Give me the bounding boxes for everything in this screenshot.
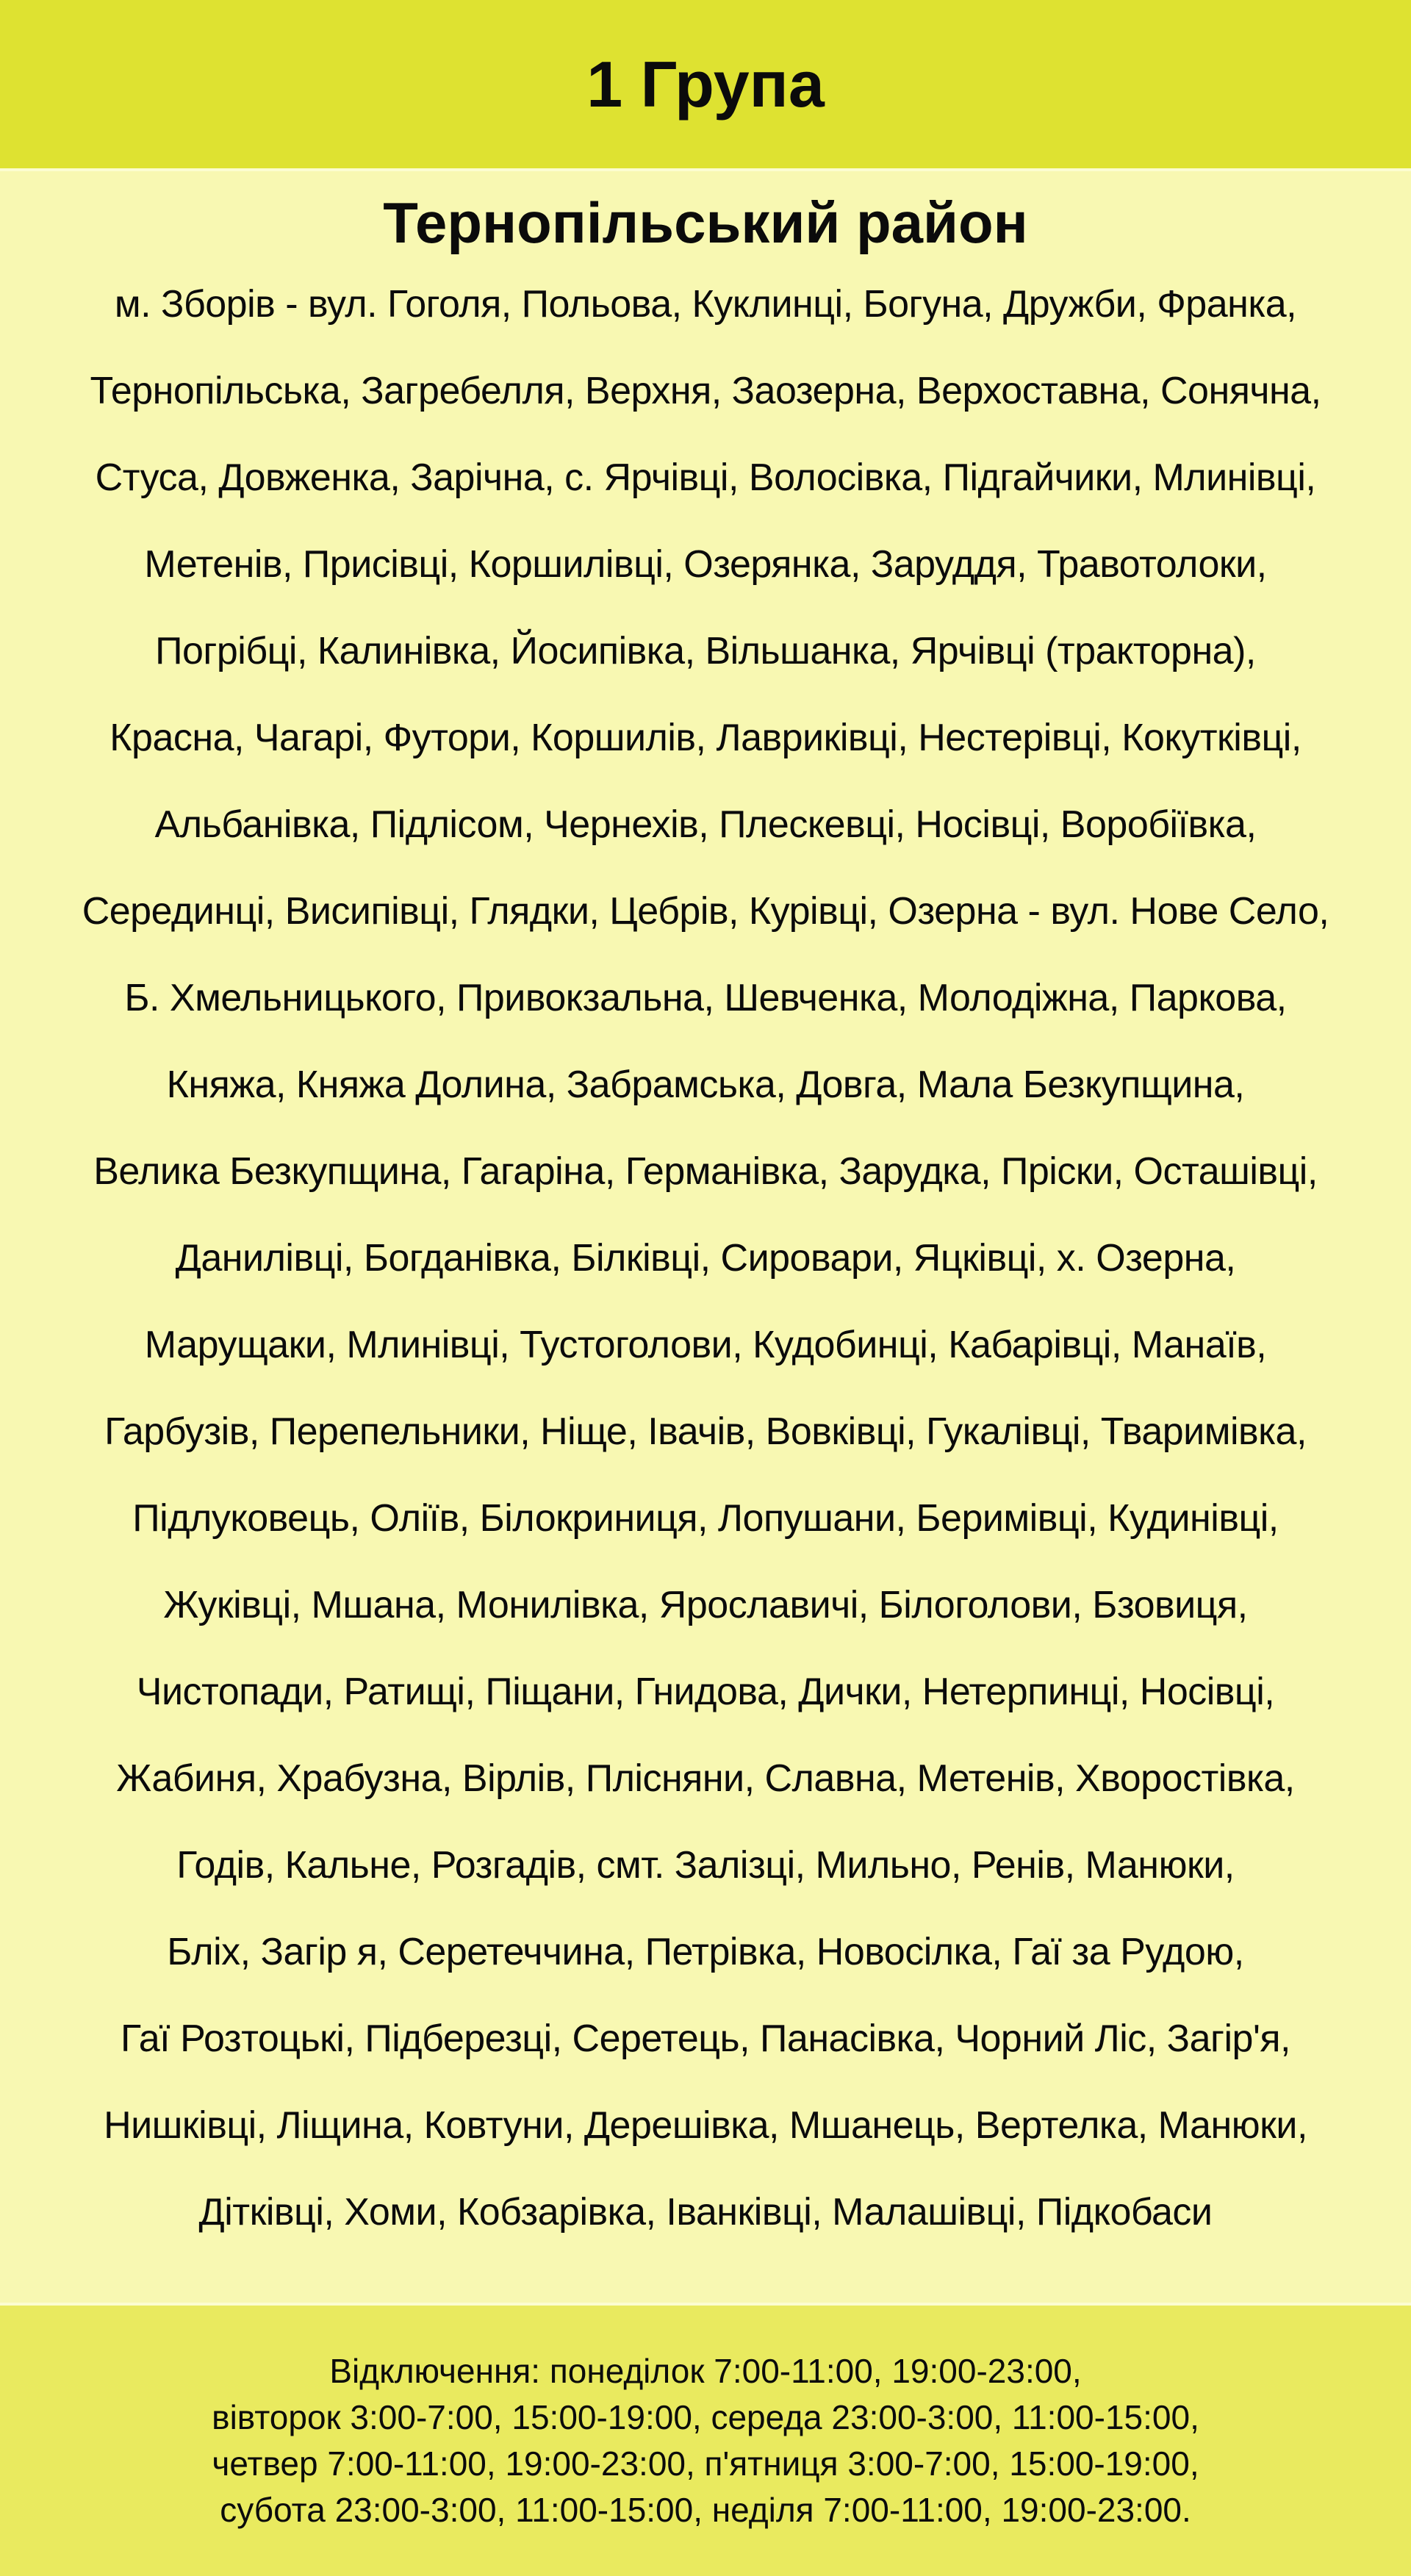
street-list xyxy=(0,261,1411,2256)
street-list-line: Чистопади, Ратищі, Піщани, Гнидова, Дички, Нетерпинці, Носівці, xyxy=(136,1671,1275,1713)
outage-schedule-band xyxy=(0,2303,1411,2576)
street-list-line: Княжа, Княжа Долина, Забрамська, Довга, Мала Безкупщина, xyxy=(166,1063,1245,1106)
street-list-line: Жуківці, Мшана, Монилівка, Ярославичі, Білоголови, Бзовиця, xyxy=(163,1584,1248,1626)
street-list-line: Красна, Чагарі, Футори, Коршилів, Лавриківці, Нестерівці, Кокутківці, xyxy=(109,717,1302,759)
street-list-line: Гаї Розтоцькі, Підберезці, Серетець, Панасівка, Чорний Ліс, Загір'я, xyxy=(121,2017,1290,2060)
street-list-line: Данилівці, Богданівка, Білківці, Сировари, Яцківці, х. Озерна, xyxy=(175,1237,1236,1280)
schedule-line: четвер 7:00-11:00, 19:00-23:00, п'ятниця 3:00-7:00, 15:00-19:00, xyxy=(212,2444,1199,2483)
street-list-line: Стуса, Довженка, Зарічна, с. Ярчівці, Волосівка, Підгайчики, Млинівці, xyxy=(95,456,1316,499)
street-list-line: Годів, Кальне, Розгадів, смт. Залізці, Мильно, Ренів, Манюки, xyxy=(176,1844,1235,1887)
district-title: Тернопільський район xyxy=(383,190,1028,255)
street-list-line: Погрібці, Калинівка, Йосипівка, Вільшанка, Ярчівці (тракторна), xyxy=(155,630,1256,672)
street-list-line: Альбанівка, Підлісом, Чернехів, Плескевці, Носівці, Воробіївка, xyxy=(154,803,1257,846)
schedule-line: субота 23:00-3:00, 11:00-15:00, неділя 7:00-11:00, 19:00-23:00. xyxy=(220,2491,1191,2529)
street-list-line: Б. Хмельницького, Привокзальна, Шевченка, Молодіжна, Паркова, xyxy=(124,977,1287,1019)
street-list-line: Нишківці, Ліщина, Ковтуни, Дерешівка, Мшанець, Вертелка, Манюки, xyxy=(104,2104,1307,2147)
street-list-line: м. Зборів - вул. Гоголя, Польова, Куклинці, Богуна, Дружби, Франка, xyxy=(114,283,1297,326)
street-list-line: Підлуковець, Оліїв, Білокриниця, Лопушани, Беримівці, Кудинівці, xyxy=(132,1497,1279,1540)
street-list-line: Жабиня, Храбузна, Вірлів, Плісняни, Славна, Метенів, Хворостівка, xyxy=(116,1757,1295,1800)
group-header-band xyxy=(0,0,1411,171)
street-list-line: Дітківці, Хоми, Кобзарівка, Іванківці, Малашівці, Підкобаси xyxy=(198,2191,1213,2234)
schedule-line: вівторок 3:00-7:00, 15:00-19:00, середа 23:00-3:00, 11:00-15:00, xyxy=(212,2398,1199,2436)
street-list-line: Метенів, Присівці, Коршилівці, Озерянка, Заруддя, Травотолоки, xyxy=(144,543,1267,586)
street-list-line: Велика Безкупщина, Гагаріна, Германівка, Зарудка, Пріски, Осташівці, xyxy=(93,1150,1318,1193)
street-list-line: Гарбузів, Перепельники, Ніще, Івачів, Вовківці, Гукалівці, Тваримівка, xyxy=(104,1410,1307,1453)
schedule-line: Відключення: понеділок 7:00-11:00, 19:00-23:00, xyxy=(329,2352,1082,2390)
street-list-line: Марущаки, Млинівці, Тустоголови, Кудобинці, Кабарівці, Манаїв, xyxy=(144,1324,1267,1366)
street-list-line: Серединці, Висипівці, Глядки, Цебрів, Курівці, Озерна - вул. Нове Село, xyxy=(82,890,1329,933)
group-title: 1 Група xyxy=(586,47,825,121)
street-list-line: Бліх, Загір я, Серетеччина, Петрівка, Новосілка, Гаї за Рудою, xyxy=(167,1931,1244,1973)
district-section xyxy=(0,171,1411,2303)
street-list-line: Тернопільська, Загребелля, Верхня, Заозерна, Верхоставна, Сонячна, xyxy=(90,370,1321,412)
